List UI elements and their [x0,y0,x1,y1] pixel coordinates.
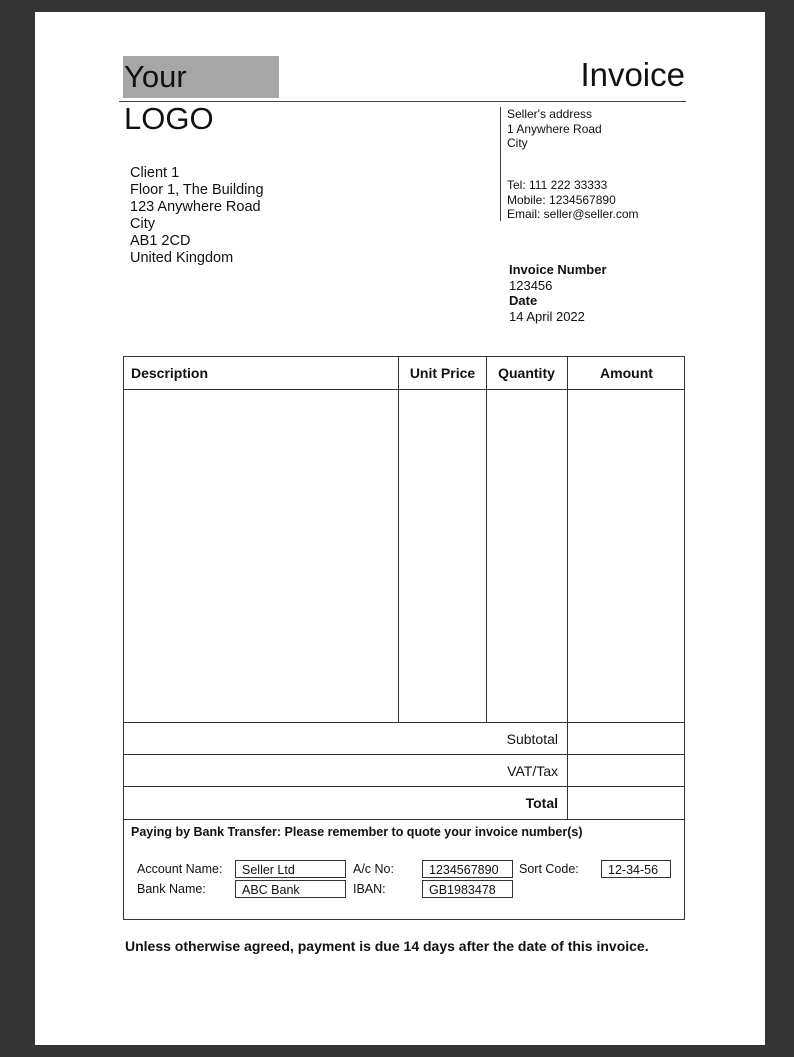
sort-code-field: 12-34-56 [601,860,671,878]
items-area-bottom [124,722,684,723]
bank-name-label: Bank Name: [137,882,206,896]
vat-label: VAT/Tax [507,763,558,779]
subtotal-label: Subtotal [506,731,558,747]
column-divider [567,357,568,819]
seller-contact-line: Email: seller@seller.com [507,207,639,221]
client-address-line: City [130,216,155,232]
header-divider [119,101,686,102]
bank-transfer-note: Paying by Bank Transfer: Please remember to quote your invoice number(s) [131,825,583,839]
invoice-title: Invoice [580,56,685,93]
invoice-number-label: Invoice Number [509,262,607,277]
column-divider [486,357,487,722]
ac-no-field: 1234567890 [422,860,513,878]
ac-no-label: A/c No: [353,862,394,876]
total-label: Total [525,795,558,811]
client-address-line: Client 1 [130,165,180,181]
iban-field: GB1983478 [422,880,513,898]
column-header-quantity: Quantity [498,365,555,381]
client-address-line: 123 Anywhere Road [130,199,261,215]
client-address-line: Floor 1, The Building [130,182,264,198]
account-name-field: Seller Ltd [235,860,346,878]
invoice-date-value: 14 April 2022 [509,308,585,324]
client-address-line: AB1 2CD [130,233,191,249]
logo-placeholder: Your LOGO [123,56,279,98]
account-name-label: Account Name: [137,862,223,876]
iban-label: IBAN: [353,882,386,896]
invoice-number-value: 123456 [509,277,553,293]
invoice-page [35,12,765,1045]
client-address [130,165,264,267]
seller-contact [507,178,639,222]
sort-code-label: Sort Code: [519,862,579,876]
seller-divider [500,107,501,221]
invoice-date-label: Date [509,293,538,308]
column-header-description: Description [131,365,209,381]
seller-contact-line: Tel: 111 222 33333 [507,178,608,192]
vat-row-divider [124,786,684,787]
seller-address-line: City [507,136,528,150]
column-header-amount: Amount [600,365,653,381]
seller-address [507,107,602,151]
invoice-meta [509,262,607,324]
items-table [123,356,685,920]
seller-address-line: 1 Anywhere Road [507,121,602,136]
column-divider [398,357,399,722]
payment-terms-note: Unless otherwise agreed, payment is due 14 days after the date of this invoice. [125,938,649,954]
column-header-unit-price: Unit Price [409,365,476,381]
seller-address-line: Seller's address [507,107,592,121]
total-row-divider [124,819,684,820]
header-row-divider [124,389,684,390]
client-address-line: United Kingdom [130,250,234,266]
bank-name-field: ABC Bank [235,880,346,898]
seller-contact-line: Mobile: 1234567890 [507,192,616,207]
subtotal-row-divider [124,754,684,755]
